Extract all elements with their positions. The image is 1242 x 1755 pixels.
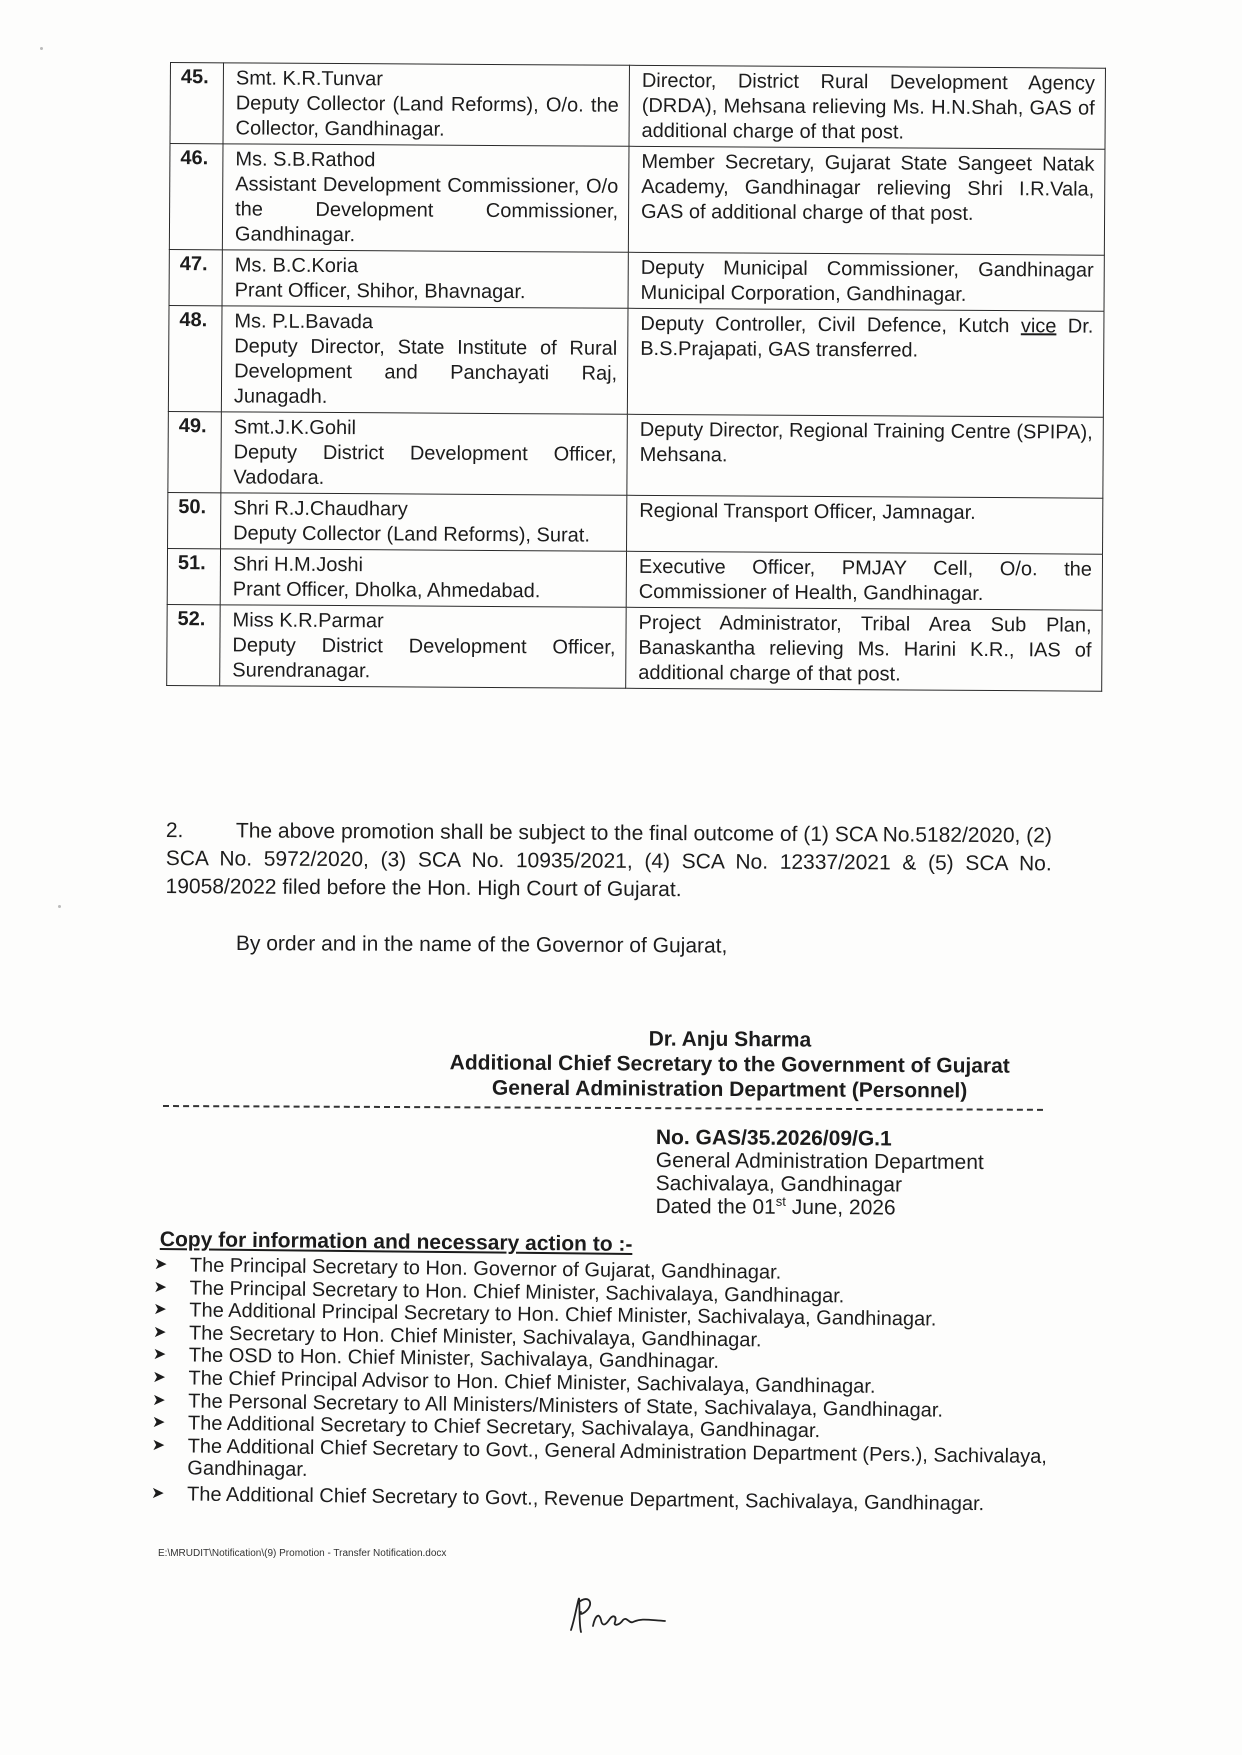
signature-block <box>400 1025 1060 1104</box>
arrowhead-bullet-icon: ➤ <box>152 1368 167 1387</box>
paragraph-number: 2. <box>165 818 184 843</box>
date-prefix: Dated the 01 <box>655 1194 776 1219</box>
file-path: E:\MRUDIT\Notification\(9) Promotion - Transfer Notification.docx <box>158 1548 447 1559</box>
officer-current-post: Deputy Collector (Land Reforms), O/o. the Collector, Gandhinagar. <box>235 92 619 141</box>
list-item-text: The Principal Secretary to Hon. Chief Minister, Sachivalaya, Gandhinagar. <box>189 1277 845 1308</box>
table-row <box>167 604 1102 691</box>
list-item-text: The Additional Secretary to Chief Secretary, Sachivalaya, Gandhinagar. <box>187 1412 821 1443</box>
arrowhead-bullet-icon: ➤ <box>152 1323 167 1341</box>
paragraph-2 <box>165 817 1051 906</box>
reference-place: Sachivalaya, Gandhinagar <box>655 1171 903 1197</box>
officer-current-post: Deputy Director, State Institute of Rural Development and Panchayati Raj, Junagadh. <box>233 335 618 408</box>
list-item-text: The Personal Secretary to All Ministers/Ministers of State, Sachivalaya, Gandhinagar. <box>188 1389 944 1422</box>
list-item-text: The Additional Principal Secretary to Hon. Chief Minister, Sachivalaya, Gandhinagar. <box>189 1299 937 1331</box>
officer-current-post: Assistant Development Commissioner, O/o the Development Commissioner, Gandhinagar. <box>234 173 619 247</box>
date-ordinal: st <box>775 1193 786 1209</box>
arrowhead-bullet-icon: ➤ <box>153 1278 168 1296</box>
serial-number: 47. <box>169 249 222 305</box>
serial-number: 51. <box>167 548 220 604</box>
serial-number: 52. <box>167 604 220 685</box>
reference-office: General Administration Department <box>655 1148 984 1175</box>
paragraph-text: The above promotion shall be subject to the final outcome of (1) SCA No.5182/2020, (2) SCA No. 5972/2020, (3) SCA No. 10935/2021, (4) SCA No. 12337/2021 & (5) SCA No. 19058/2022 filed before the Hon. High Court of Gujarat. <box>165 819 1052 902</box>
serial-number: 45. <box>170 63 223 144</box>
signatory-department: General Administration Department (Personnel) <box>491 1076 968 1103</box>
serial-number: 50. <box>168 492 221 548</box>
serial-number: 46. <box>169 144 223 250</box>
list-item <box>151 1435 1051 1491</box>
arrowhead-bullet-icon: ➤ <box>153 1255 168 1274</box>
scan-speck <box>58 905 61 908</box>
new-posting: Regional Transport Officer, Jamnagar. <box>627 495 1103 554</box>
reference-number: No. GAS/35.2026/09/G.1 <box>655 1126 892 1151</box>
officer-cell <box>222 144 629 252</box>
officer-current-post: Deputy District Development Officer, Surendranagar. <box>232 634 616 683</box>
table-row <box>167 548 1102 610</box>
new-posting <box>627 308 1104 417</box>
list-item-text: The OSD to Hon. Chief Minister, Sachivalaya, Gandhinagar. <box>188 1344 720 1374</box>
new-posting: Project Administrator, Tribal Area Sub Plan, Banaskantha relieving Ms. Harini K.R., IAS of additional charge of that post. <box>626 607 1102 691</box>
by-order-line: By order and in the name of the Governor of Gujarat, <box>235 932 728 958</box>
table-row <box>169 144 1105 256</box>
list-item-text: The Additional Chief Secretary to Govt., General Administration Department (Pers.), Sachivalaya, Gandhinagar. <box>187 1435 1048 1482</box>
officer-cell <box>221 493 627 551</box>
handwritten-initials <box>565 1590 685 1640</box>
arrowhead-bullet-icon: ➤ <box>152 1346 167 1364</box>
new-posting: Deputy Director, Regional Training Centre (SPIPA), Mehsana. <box>627 414 1103 498</box>
arrowhead-bullet-icon: ➤ <box>150 1484 165 1503</box>
date-suffix: June, 2026 <box>785 1195 896 1220</box>
reference-block <box>655 1126 1076 1221</box>
posting-vice: vice <box>1020 315 1057 338</box>
officer-name: Shri H.M.Joshi <box>232 553 364 577</box>
posting-text: Dr. B.S.Prajapati, GAS transferred. <box>640 315 1094 362</box>
officer-cell <box>221 306 628 414</box>
posting-text: Deputy Controller, Civil Defence, Kutch <box>640 312 1021 338</box>
officer-name: Miss K.R.Parmar <box>232 609 384 633</box>
scan-speck <box>40 47 43 50</box>
dashed-divider <box>163 1105 1043 1111</box>
table-row <box>170 63 1105 150</box>
new-posting: Executive Officer, PMJAY Cell, O/o. the Commissioner of Health, Gandhinagar. <box>626 551 1102 610</box>
signatory-name: Dr. Anju Sharma <box>648 1027 812 1052</box>
table-row <box>168 305 1104 417</box>
officer-name: Shri R.J.Chaudhary <box>233 497 408 521</box>
transfer-table-body <box>167 63 1106 692</box>
officer-name: Smt.J.K.Gohil <box>233 416 357 440</box>
officer-cell <box>223 63 629 146</box>
transfer-table <box>166 62 1106 692</box>
officer-name: Ms. P.L.Bavada <box>234 310 374 334</box>
officer-name: Smt. K.R.Tunvar <box>235 67 384 91</box>
serial-number: 49. <box>168 411 221 492</box>
arrowhead-bullet-icon: ➤ <box>151 1436 166 1454</box>
reference-date <box>655 1195 1075 1221</box>
officer-name: Ms. S.B.Rathod <box>235 148 376 172</box>
officer-cell <box>220 605 626 688</box>
serial-number: 48. <box>168 305 222 411</box>
list-item-text: The Additional Chief Secretary to Govt., Revenue Department, Sachivalaya, Gandhinagar. <box>186 1483 985 1516</box>
list-item-text: The Chief Principal Advisor to Hon. Chief Minister, Sachivalaya, Gandhinagar. <box>188 1367 876 1398</box>
officer-current-post: Deputy Collector (Land Reforms), Surat. <box>233 522 590 547</box>
officer-current-post: Prant Officer, Shihor, Bhavnagar. <box>234 279 526 304</box>
new-posting: Member Secretary, Gujarat State Sangeet Natak Academy, Gandhinagar relieving Shri I.R.Vala, GAS of additional charge of that post. <box>628 146 1105 255</box>
table-row <box>168 411 1103 498</box>
officer-current-post: Prant Officer, Dholka, Ahmedabad. <box>232 578 541 603</box>
list-item-text: The Secretary to Hon. Chief Minister, Sachivalaya, Gandhinagar. <box>188 1322 762 1352</box>
signatory-designation: Additional Chief Secretary to the Government of Gujarat <box>449 1051 1010 1078</box>
officer-cell <box>222 250 628 308</box>
officer-cell <box>220 549 626 607</box>
table-row <box>169 249 1104 311</box>
arrowhead-bullet-icon: ➤ <box>153 1301 167 1319</box>
new-posting: Director, District Rural Development Agency (DRDA), Mehsana relieving Ms. H.N.Shah, GAS of additional charge of that post. <box>629 65 1105 149</box>
officer-current-post: Deputy District Development Officer, Vadodara. <box>233 441 617 489</box>
arrowhead-bullet-icon: ➤ <box>151 1414 166 1432</box>
officer-name: Ms. B.C.Koria <box>234 254 359 278</box>
officer-cell <box>221 412 627 495</box>
copy-heading: Copy for information and necessary action to :- <box>159 1228 633 1256</box>
table-row <box>168 492 1103 554</box>
copy-list <box>151 1254 1054 1517</box>
arrowhead-bullet-icon: ➤ <box>152 1391 166 1409</box>
list-item-text: The Principal Secretary to Hon. Governor of Gujarat, Gandhinagar. <box>189 1254 782 1284</box>
new-posting: Deputy Municipal Commissioner, Gandhinagar Municipal Corporation, Gandhinagar. <box>628 252 1104 311</box>
